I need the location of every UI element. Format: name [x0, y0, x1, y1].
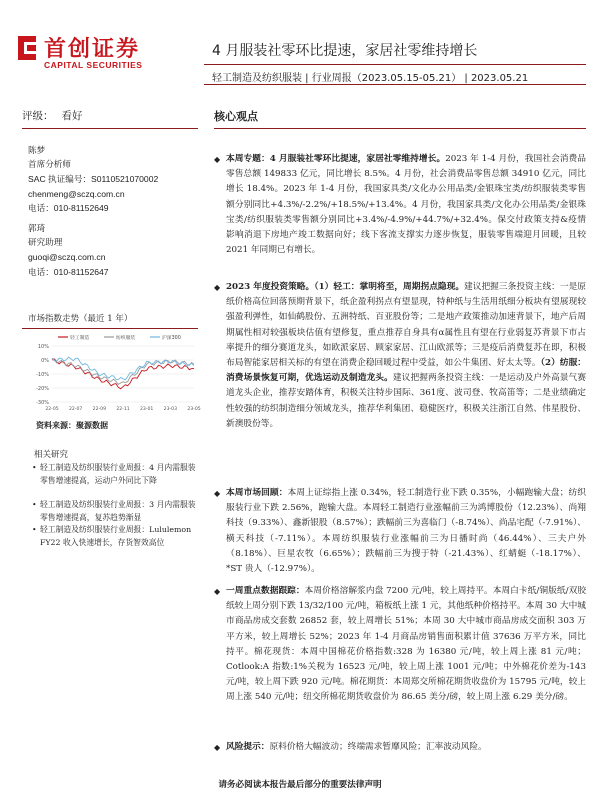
- bullet-icon: •: [32, 525, 37, 534]
- x-tick-label: 23-03: [163, 407, 178, 412]
- series-line: [52, 357, 194, 380]
- paragraph-heading: 本周专题：4 月服装社零环比提速，家居社零维持增长。: [226, 154, 446, 164]
- y-tick-label: -10%: [36, 372, 49, 378]
- diamond-bullet-icon: ◆: [214, 155, 221, 164]
- analyst-email[interactable]: chenmeng@sczq.com.cn: [28, 188, 125, 199]
- diamond-bullet-icon: ◆: [214, 489, 221, 498]
- paragraph-text: 原料价格大幅波动；终端需求暂靡风险；汇率波动风险。: [269, 742, 487, 752]
- logo-mark-icon: [14, 34, 40, 62]
- company-logo: [14, 32, 204, 76]
- logo-text-cn: 首创证券: [44, 37, 141, 62]
- analyst-phone: 电话：010-81152649: [28, 202, 109, 213]
- header-divider: [204, 64, 586, 65]
- paragraph-text: 建议把握两条投资主线：一是运动及户外高景气赛道龙头企业，推荐安踏体育，积极关注特步国际、361度、波司登、牧高笛等；二是业绩确定性较强的纺织制造细分领域龙头，推荐华利集团、稳健医疗，积极关注浙江自然、伟星股份、新澳股份等。: [226, 373, 587, 429]
- core-paragraph-data: [214, 584, 586, 706]
- header-divider-bottom: [204, 84, 586, 85]
- rating-divider: [22, 128, 198, 129]
- y-tick-label: -30%: [36, 400, 49, 406]
- paragraph-heading: 2023 年度投资策略。（1）轻工：掌明将至，周期拐点隐现。: [226, 282, 465, 292]
- core-paragraph-risk: [214, 740, 586, 755]
- rating-label: 评级：: [22, 110, 54, 122]
- core-paragraph-strategy: [214, 280, 586, 432]
- related-research-text: 轻工制造及纺织服装行业周报：4 月内需服装零售增速提高，运动户外同比下降: [40, 463, 196, 485]
- x-tick-label: 22-05: [45, 407, 59, 412]
- series-line: [52, 358, 194, 384]
- bullet-icon: •: [32, 463, 37, 472]
- assistant-card: [28, 222, 109, 279]
- analyst-name: 郭琦: [28, 224, 46, 234]
- x-tick-label: 23-01: [139, 407, 154, 412]
- paragraph-heading: 本周市场回顾：: [226, 488, 288, 498]
- analyst-license: SAC 执证编号：S0110521070002: [28, 174, 159, 185]
- related-research-item[interactable]: [32, 524, 196, 549]
- x-tick-label: 23-05: [187, 407, 201, 412]
- market-index-chart: [22, 330, 201, 418]
- legend-label: 纺织服装: [116, 336, 136, 341]
- diamond-bullet-icon: ◆: [214, 587, 221, 596]
- analyst-card: [28, 144, 158, 215]
- rating: [22, 108, 83, 123]
- paragraph-text: 本周价格溶解浆内盘 7200 元/吨，较上周持平。本周白卡纸/铜版纸/双胶纸较上周分别下跌 13/32/100 元/吨，箱板纸上涨 1 元，其他纸种价格持平。本周 30 大中城市商品房成交套数 26852 套，较上周增长 51%；本周 30 大中城市商品房成交面积 303 万平方米，较上周增长 52%；2023 年 1-4 月商品房销售面积累计值 37636 万平方米，同比持平。棉花现货：本周中国棉花价格指数:328 为 16380 元/吨，较上周上涨 81 元/吨；Cotlook:A 指数:1%关税为 16523 元/吨，较上周上涨 1001 元/吨；中外棉花价差为-143 元/吨，较上周下跌 920 元/吨。棉花期货：本周郑交所棉花期货收盘价为 15795 元/吨，较上周上涨 540 元/吨；纽交所棉花期货收盘价为 86.65 美分/磅，较上周上涨 6.29 美分/磅。: [226, 586, 587, 703]
- y-tick-label: 0%: [41, 358, 49, 364]
- paragraph-text: 2023 年 1-4 月份，我国社会消费品零售总额 149833 亿元，同比增长 8.5%。4 月份，社会消费品零售总额 34910 亿元，同比增长 18.4%。2023 年 1-4 月份，我国家具类/文化办公用品类/金银珠宝类/纺织服装类零售额分别同比+4.3%/-2.2%/+18.5%/+13.4%。4 月份，我国家具类/文化办公用品类/金银珠宝类/纺织服装类零售额分别同比+3.4%/-4.9%/+44.7%/+32.4%。保交付政策支持&疫情影响消退下房地产竣工数据向好；线下客流支撑实力逐步恢复，服装零售端迎月回暖，且较 2021 年同期已有增长。: [226, 154, 586, 256]
- related-research-title: 相关研究: [34, 450, 69, 460]
- analyst-role: 首席分析师: [28, 160, 71, 171]
- legend-label: 轻工制造: [70, 336, 90, 341]
- bullet-icon: •: [32, 500, 37, 509]
- logo-text-en: CAPITAL SECURITIES: [44, 60, 143, 70]
- rating-value: 看好: [61, 110, 83, 122]
- paragraph-heading: 一周重点数据跟踪：: [226, 586, 305, 596]
- analyst-role: 研究助理: [28, 238, 63, 249]
- diamond-bullet-icon: ◆: [214, 743, 221, 752]
- chart-divider: [22, 328, 198, 329]
- core-view-divider: [214, 128, 586, 129]
- y-tick-label: 10%: [37, 344, 49, 350]
- paragraph-heading: 风险提示：: [226, 742, 270, 752]
- core-paragraph-topic: [214, 152, 586, 258]
- diamond-bullet-icon: ◆: [214, 283, 221, 292]
- report-title: 4 月服装社零环比提速，家居社零维持增长: [212, 43, 478, 59]
- paragraph-text: 建议把握三条投资主线：一是原纸价格高位回落预期背景下，纸企盈利拐点有望显现，特种纸与生活用纸细分板块有望展现较强盈利弹性，如仙鹤股份、五洲特纸、百亚股份等；二是地产政策推动加速背景下，地产后周期属性相对较强板块估值有望修复，重点推荐自身具有α属性且有望在行业弱复苏背景下市占率提升的细分赛道龙头，如欧派家居、顾家家居、江山欧派等；三是疫后消费复苏在即，积极布局智能家居相关标的有望在消费企稳回暖过程中受益，如公牛集团、好太太等。: [226, 282, 586, 369]
- chart-title: 市场指数走势（最近 1 年）: [28, 314, 133, 324]
- core-paragraph-market: [214, 486, 586, 577]
- y-tick-label: -20%: [36, 386, 49, 392]
- analyst-phone: 电话：010-81152647: [28, 266, 109, 277]
- x-tick-label: 22-11: [116, 407, 130, 412]
- related-research-item[interactable]: [32, 499, 196, 524]
- analyst-name: 陈梦: [28, 146, 46, 156]
- paragraph-text: 本周上证综指上涨 0.34%，轻工制造行业下跌 0.35%，小幅跑输大盘；纺织服装行业下跌 2.56%，跑输大盘。本周轻工制造行业涨幅前三为鸿博股份（12.23%）、尚翔科技（9.33%）、鑫新银股（8.57%）；跌幅前三为喜临门（-8.74%）、尚品宅配（-7.91%）、横天科技（-7.11%）。本周纺织服装行业涨幅前三为日播时尚（46.44%）、三夫户外（8.18%）、巨星农牧（6.65%）；跌幅前三为搜于特（-21.43%）、红蜻蜓（-18.17%）、*ST 贵人（-12.97%）。: [226, 488, 586, 575]
- related-research-text: 轻工制造及纺织服装行业周报：3 月内需服装零售增速提高，复苏趋势渐显: [40, 500, 196, 522]
- report-subtitle: 轻工制造及纺织服装 | 行业周报（2023.05.15-05.21） | 2023.05.21: [212, 73, 529, 84]
- legend-label: 沪深300: [162, 336, 181, 341]
- core-view-title: 核心观点: [214, 110, 258, 123]
- x-tick-label: 22-07: [68, 407, 83, 412]
- paragraph-subheading: （2）纺服：消费场景恢复可期，优选运动及制造龙头。: [226, 358, 586, 384]
- related-research-item[interactable]: [32, 462, 196, 487]
- legal-disclaimer-note: 请务必阅读本报告最后部分的重要法律声明: [218, 780, 382, 790]
- related-research-text: 轻工制造及纺织服装行业周报：Lululemon FY22 收入快速增长，存货智效高位: [40, 525, 192, 547]
- x-tick-label: 22-09: [92, 407, 107, 412]
- analyst-email[interactable]: guoqi@sczq.com.cn: [28, 252, 106, 263]
- chart-source: 资料来源：聚源数据: [36, 420, 108, 430]
